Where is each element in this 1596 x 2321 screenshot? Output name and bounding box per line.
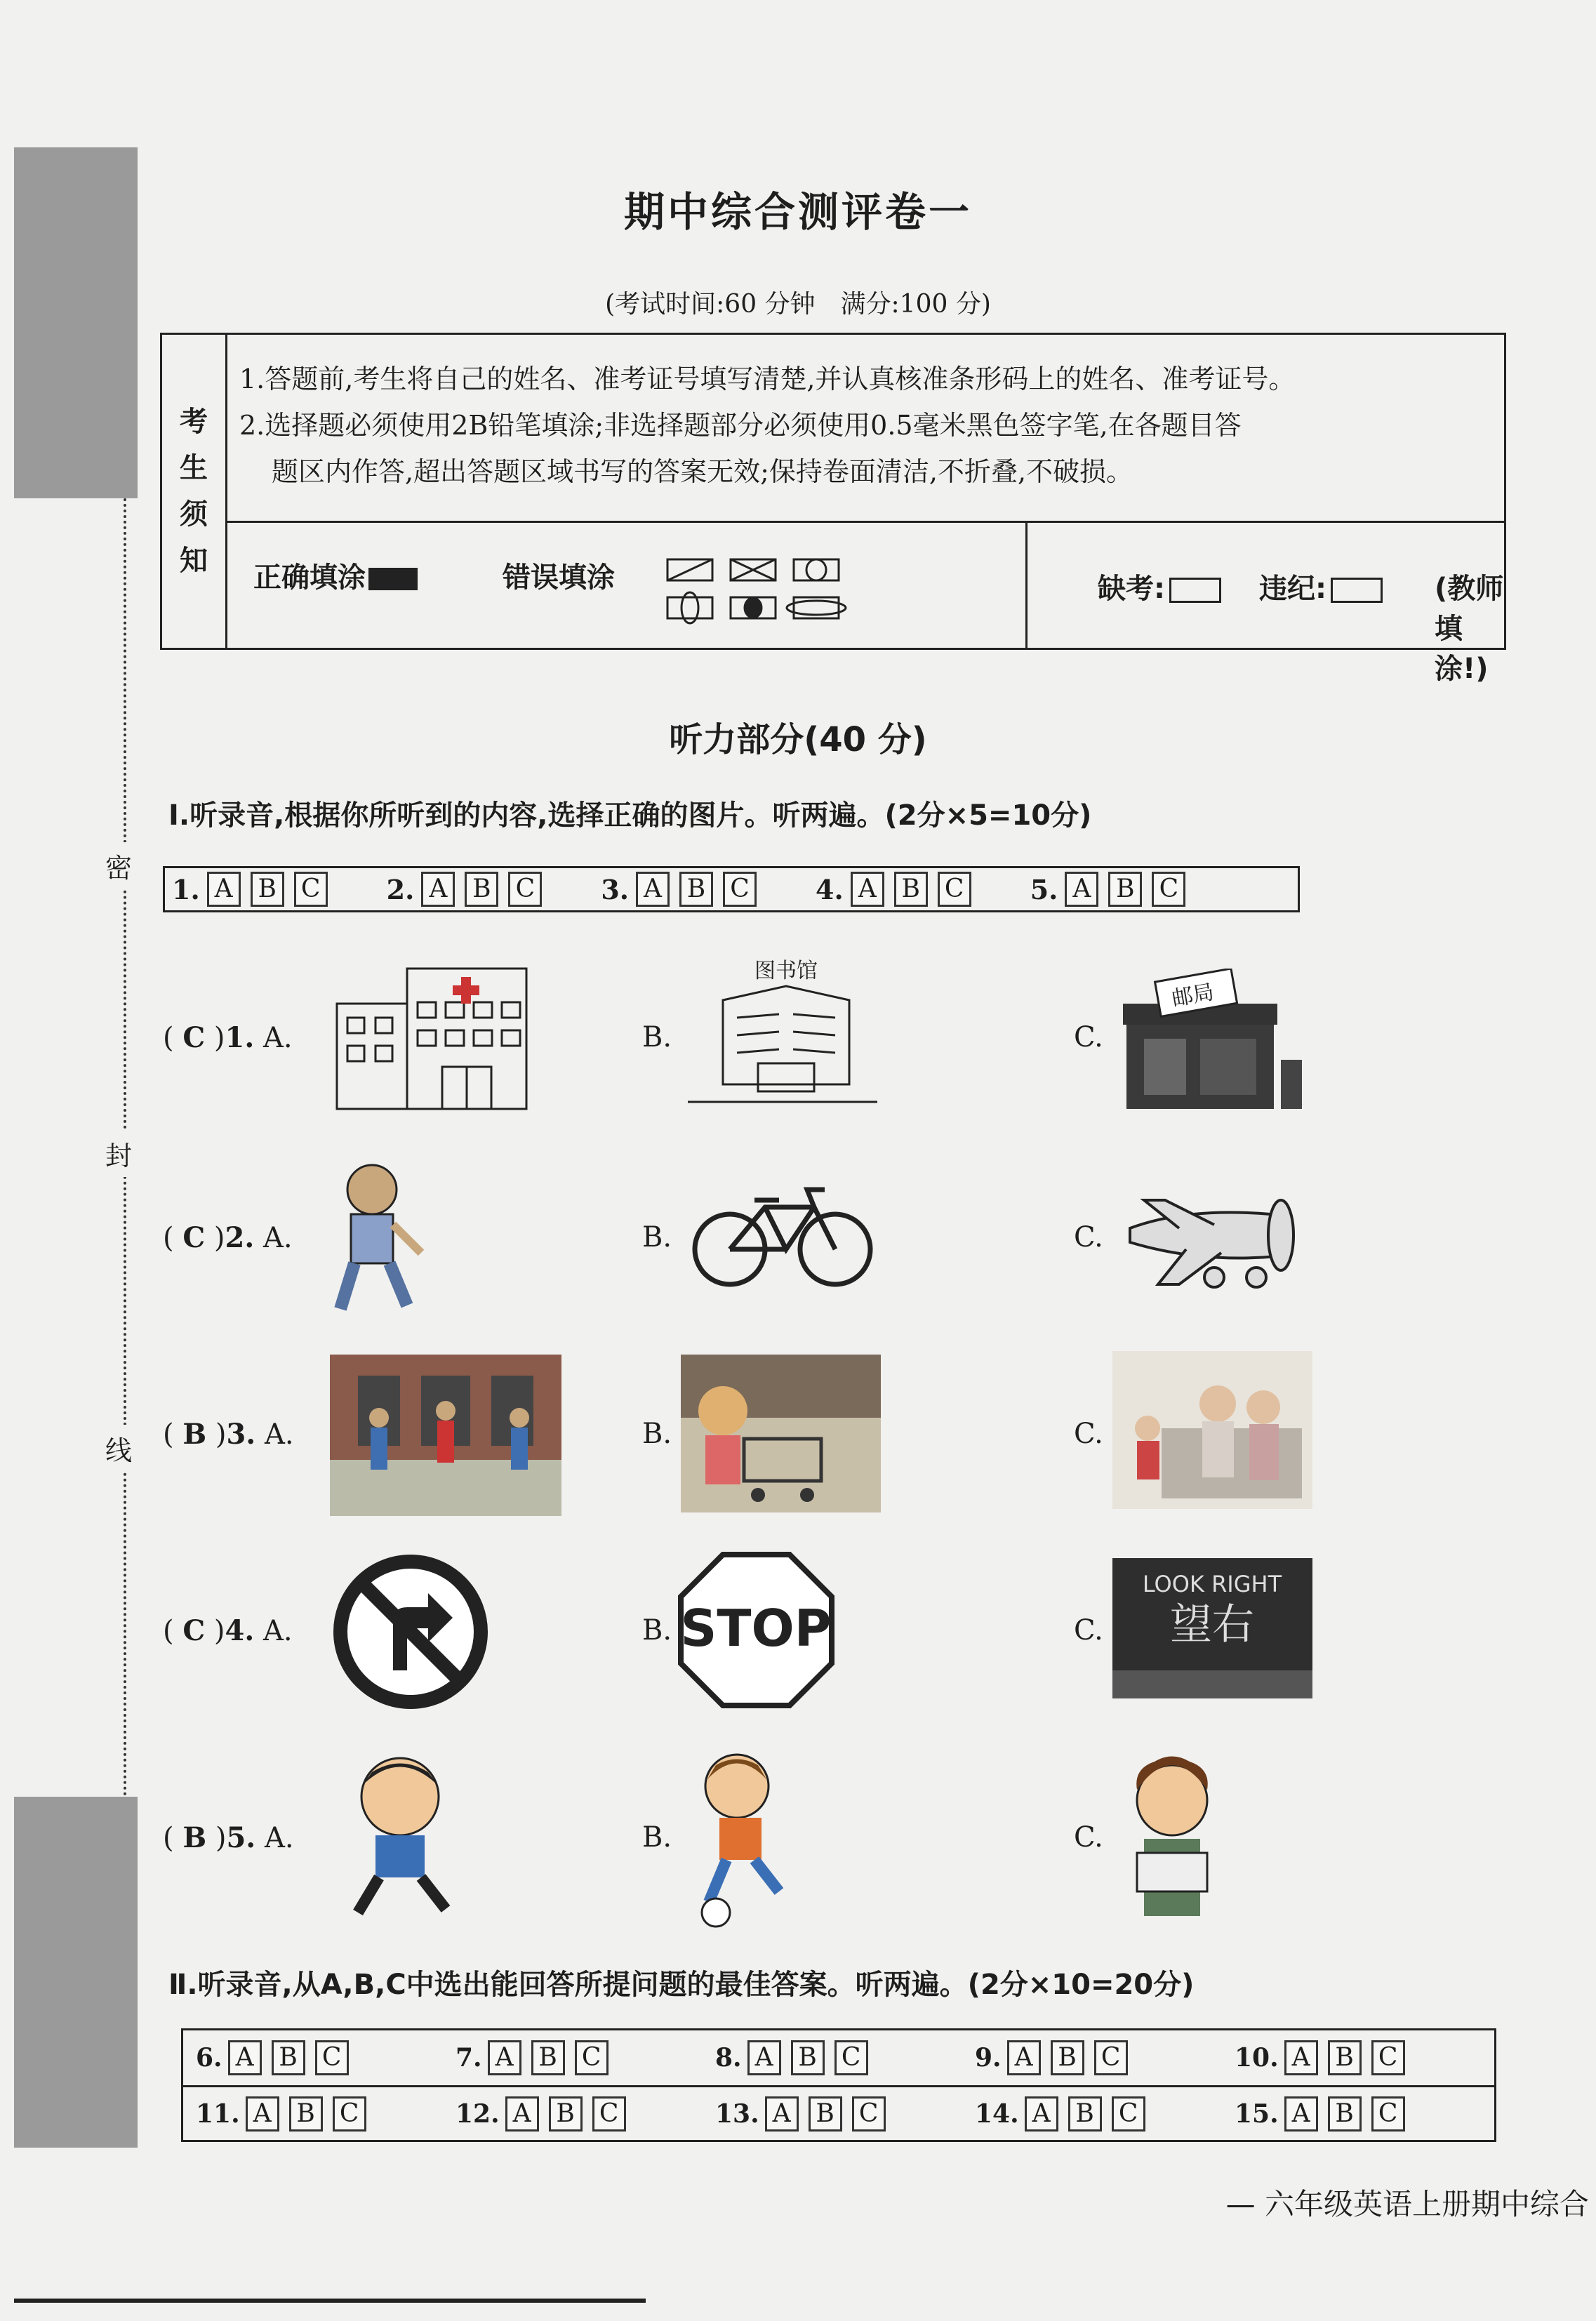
option-box[interactable]: A xyxy=(207,872,241,907)
violation-label: 违纪: xyxy=(1259,573,1326,605)
stop-sign-text: STOP xyxy=(680,1599,832,1658)
option-box[interactable]: B xyxy=(1328,2040,1362,2075)
fill-examples xyxy=(225,523,1028,648)
option-box[interactable]: C xyxy=(723,872,757,907)
option-box[interactable]: B xyxy=(1068,2096,1102,2132)
question-1-option-b: B. xyxy=(642,1021,672,1053)
bicycle-icon xyxy=(688,1179,877,1291)
option-box[interactable]: B xyxy=(894,872,928,907)
option-box[interactable]: C xyxy=(1152,872,1185,907)
option-box[interactable]: C xyxy=(1094,2040,1128,2075)
question-5-option-b: B. xyxy=(642,1821,672,1854)
part1-title: Ⅰ.听录音,根据你所听到的内容,选择正确的图片。听两遍。(2分×5=10分) xyxy=(168,799,1092,832)
page-title: 期中综合测评卷一 xyxy=(623,188,972,236)
bottom-rule xyxy=(14,2299,646,2303)
notice-rules xyxy=(225,335,1504,523)
children-cleaning-icon xyxy=(330,1355,561,1516)
option-box[interactable]: C xyxy=(1112,2096,1145,2132)
option-box[interactable]: C xyxy=(834,2040,868,2075)
wrong-fill-label: 错误填涂 xyxy=(503,561,615,594)
answer-item: 5. A B C xyxy=(1030,872,1196,907)
option-box[interactable]: A xyxy=(505,2096,539,2132)
answer-item: 11. A B C xyxy=(196,2096,455,2132)
question-2-label: ( C )2. A. xyxy=(163,1221,293,1254)
rule-2a: 2.选择题必须使用2B铅笔填涂;非选择题部分必须使用0.5毫米黑色签字笔,在各题目答 xyxy=(239,410,1242,441)
wrong-fill-examples-icon xyxy=(653,551,850,628)
option-box[interactable]: B xyxy=(1328,2096,1362,2132)
correct-fill-swatch xyxy=(368,568,418,590)
option-box[interactable]: A xyxy=(1025,2096,1058,2132)
airplane-icon xyxy=(1116,1179,1312,1298)
question-5-option-c: C. xyxy=(1074,1821,1103,1854)
option-box[interactable]: A xyxy=(636,872,670,907)
supermarket-icon xyxy=(681,1355,881,1512)
teacher-note: (教师填涂!) xyxy=(1435,573,1504,685)
stop-sign-icon xyxy=(674,1548,839,1713)
option-box[interactable]: C xyxy=(508,872,542,907)
answer-item: 8. A B C xyxy=(715,2040,975,2075)
question-4-label: ( C )4. A. xyxy=(163,1614,293,1647)
option-box[interactable]: A xyxy=(1007,2040,1041,2075)
exam-info: (考试时间:60 分钟 满分:100 分) xyxy=(605,290,991,319)
notice-label: 考 生 须 知 xyxy=(162,335,227,648)
option-box[interactable]: B xyxy=(1108,872,1142,907)
option-box[interactable]: B xyxy=(791,2040,825,2075)
question-1-label: ( C )1. A. xyxy=(163,1021,293,1054)
option-box[interactable]: C xyxy=(294,872,328,907)
answer-item: 9. A B C xyxy=(975,2040,1235,2075)
option-box[interactable]: C xyxy=(1371,2096,1405,2132)
part2-title: Ⅱ.听录音,从A,B,C中选出能回答所提问题的最佳答案。听两遍。(2分×10=20分) xyxy=(168,1969,1195,2001)
hospital-icon xyxy=(330,962,533,1112)
answer-item: 1. A B C xyxy=(172,872,338,907)
no-right-turn-sign-icon xyxy=(330,1551,491,1713)
question-2-option-b: B. xyxy=(642,1221,672,1253)
question-3-option-c: C. xyxy=(1074,1418,1103,1450)
post-office-sign: 邮局 xyxy=(1170,980,1216,1011)
option-box[interactable]: A xyxy=(246,2096,279,2132)
question-5-label: ( B )5. A. xyxy=(163,1821,294,1854)
option-box[interactable]: B xyxy=(251,872,284,907)
library-sign: 图书馆 xyxy=(754,959,818,983)
absent-label: 缺考: xyxy=(1098,573,1165,605)
answer-item: 14. A B C xyxy=(975,2096,1235,2132)
option-box[interactable]: A xyxy=(488,2040,521,2075)
dancing-boy-icon xyxy=(330,1748,470,1920)
option-box[interactable]: B xyxy=(1051,2040,1084,2075)
reading-boy-icon xyxy=(1119,1748,1225,1923)
side-mark-feng: 封 xyxy=(105,1130,132,1177)
option-box[interactable]: C xyxy=(938,872,971,907)
option-box[interactable]: A xyxy=(851,872,884,907)
option-box[interactable]: A xyxy=(1284,2040,1318,2075)
library-icon xyxy=(681,958,884,1116)
listening-section-title: 听力部分(40 分) xyxy=(669,720,927,759)
notice-box xyxy=(160,333,1506,685)
answer-item: 13. A B C xyxy=(715,2096,975,2132)
teacher-fill xyxy=(1028,523,1504,685)
option-box[interactable]: C xyxy=(1371,2040,1405,2075)
look-right-road-icon xyxy=(1112,1558,1312,1698)
walking-boy-icon xyxy=(323,1158,435,1319)
answer-grid-row xyxy=(183,2087,1494,2141)
answer-grid-6-15 xyxy=(181,2028,1496,2142)
answer-item: 7. A B C xyxy=(455,2040,715,2075)
option-box[interactable]: A xyxy=(228,2040,262,2075)
answer-grid-1-5 xyxy=(163,866,1300,912)
option-box[interactable]: A xyxy=(747,2040,781,2075)
answer-grid-row xyxy=(183,2030,1494,2087)
option-box[interactable]: B xyxy=(289,2096,323,2132)
look-right-text: LOOK RIGHT xyxy=(1142,1571,1282,1597)
answer-item: 10. A B C xyxy=(1235,2040,1494,2075)
answer-item: 6. A B C xyxy=(196,2040,455,2075)
rule-2b: 题区内作答,超出答题区域书写的答案无效;保持卷面清洁,不折叠,不破损。 xyxy=(272,456,1133,487)
question-3-label: ( B )3. A. xyxy=(163,1418,294,1451)
question-3-option-b: B. xyxy=(642,1418,672,1450)
option-box[interactable]: B xyxy=(549,2096,583,2132)
question-1-option-c: C. xyxy=(1074,1021,1103,1053)
question-2-option-c: C. xyxy=(1074,1221,1103,1253)
answer-item: 12. A B C xyxy=(455,2096,715,2132)
answer-item: 2. A B C xyxy=(387,872,552,907)
answer-item: 4. A B C xyxy=(816,872,981,907)
option-box[interactable]: B xyxy=(809,2096,842,2132)
option-box[interactable]: C xyxy=(852,2096,886,2132)
option-box[interactable]: A xyxy=(421,872,455,907)
option-box[interactable]: C xyxy=(315,2040,349,2075)
rule-1: 1.答题前,考生将自己的姓名、准考证号填写清楚,并认真核准条形码上的姓名、准考证号。 xyxy=(239,364,1296,394)
option-box[interactable]: B xyxy=(531,2040,565,2075)
correct-fill-label: 正确填涂 xyxy=(253,561,366,594)
look-right-cn-text: 望右 xyxy=(1170,1600,1254,1649)
option-box[interactable]: C xyxy=(575,2040,609,2075)
side-mark-xian: 线 xyxy=(105,1425,132,1472)
option-box[interactable]: B xyxy=(272,2040,305,2075)
answer-item: 15. A B C xyxy=(1235,2096,1494,2132)
option-box[interactable]: A xyxy=(1065,872,1098,907)
side-mark-mi: 密 xyxy=(105,842,132,889)
question-4-option-c: C. xyxy=(1074,1614,1103,1647)
option-box[interactable]: C xyxy=(333,2096,366,2132)
option-box[interactable]: B xyxy=(679,872,713,907)
family-sofa-icon xyxy=(1112,1351,1312,1509)
soccer-boy-icon xyxy=(688,1748,807,1930)
option-box[interactable]: C xyxy=(592,2096,626,2132)
option-box[interactable]: A xyxy=(765,2096,799,2132)
post-office-icon xyxy=(1116,969,1312,1116)
violation-box[interactable] xyxy=(1331,578,1383,603)
option-box[interactable]: B xyxy=(465,872,498,907)
option-box[interactable]: A xyxy=(1284,2096,1318,2132)
answer-item: 3. A B C xyxy=(601,872,766,907)
absent-box[interactable] xyxy=(1169,578,1221,603)
binding-strip-bottom xyxy=(14,1797,138,2148)
page-footer: — 六年级英语上册期中综合 xyxy=(1225,2187,1589,2221)
question-4-option-b: B. xyxy=(642,1614,672,1647)
